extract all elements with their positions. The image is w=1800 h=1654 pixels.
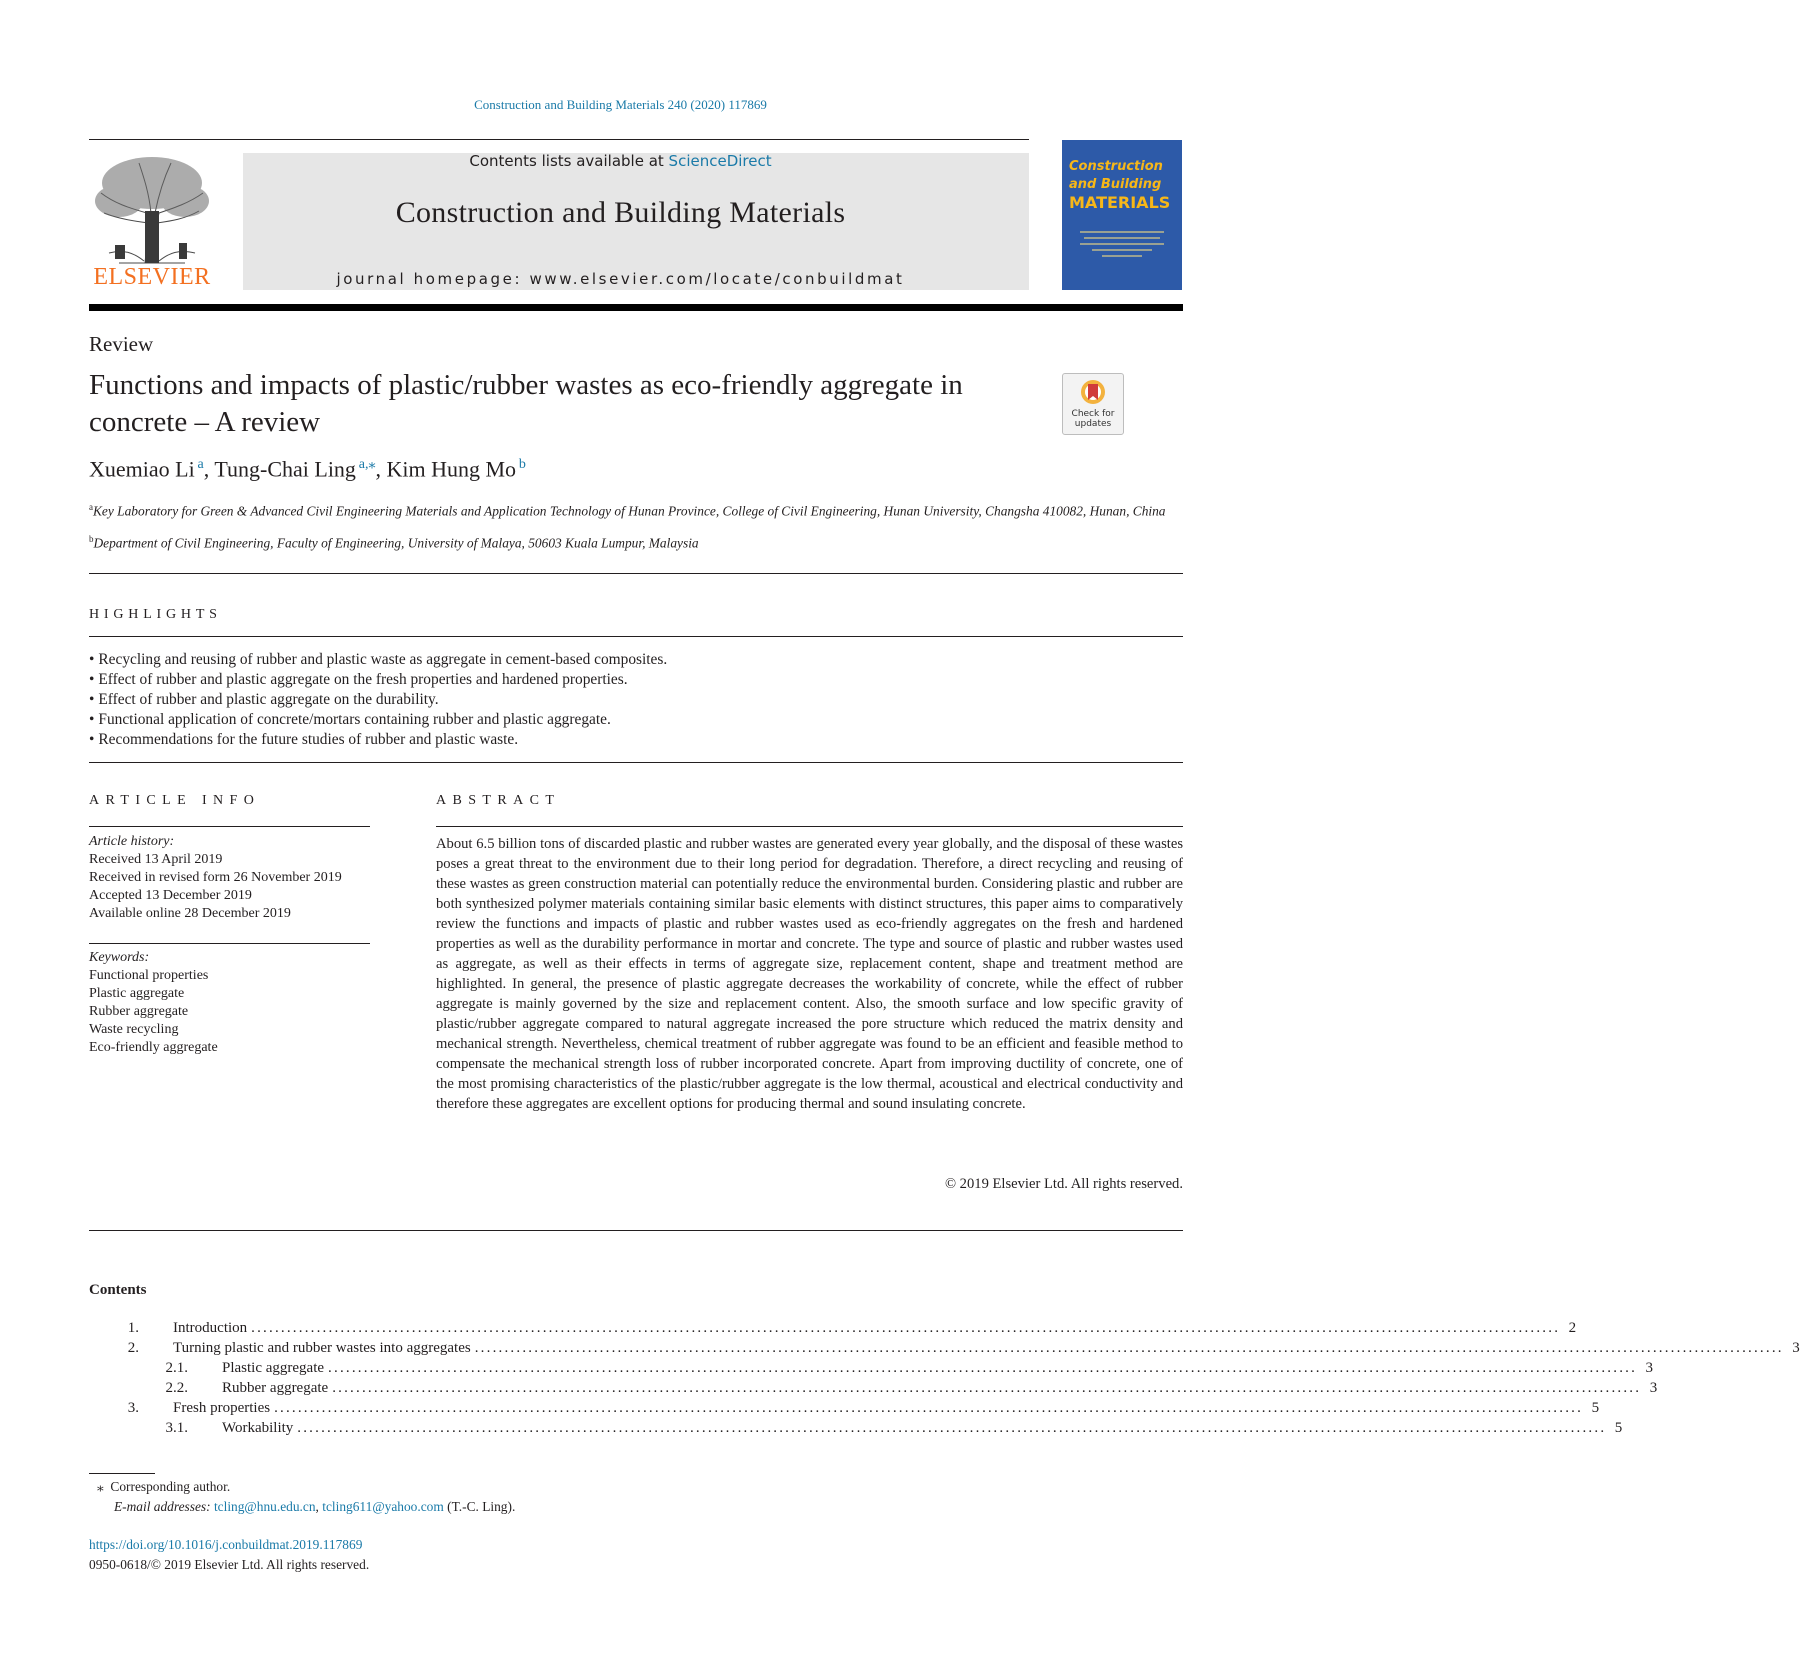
article-title: Functions and impacts of plastic/rubber wastes as eco-friendly aggregate in concrete – A review bbox=[89, 369, 963, 438]
toc-label[interactable]: Turning plastic and rubber wastes into aggregates bbox=[173, 1340, 471, 1356]
cover-line1: Construction bbox=[1069, 159, 1163, 174]
abstract-copyright: © 2019 Elsevier Ltd. All rights reserved. bbox=[944, 1176, 1183, 1192]
info-rule bbox=[89, 943, 370, 944]
toc-page-number: 3 bbox=[1792, 1340, 1800, 1356]
email-link[interactable]: tcling611@yahoo.com bbox=[322, 1499, 444, 1514]
toc-page-number: 5 bbox=[1591, 1400, 1600, 1416]
journal-homepage[interactable]: journal homepage: www.elsevier.com/locate/conbuildmat bbox=[336, 270, 905, 288]
history-item: Received in revised form 26 November 2019 bbox=[89, 870, 342, 885]
author-affil-sup[interactable]: a bbox=[197, 457, 204, 472]
toc-leader-dots: ............................................................................................................................................................................................................................ bbox=[474, 1340, 1784, 1356]
check-for-updates-button[interactable] bbox=[1062, 373, 1124, 435]
sciencedirect-link[interactable]: ScienceDirect bbox=[668, 152, 772, 170]
table-of-contents bbox=[89, 1318, 1800, 1438]
journal-title: Construction and Building Materials bbox=[395, 196, 846, 229]
list-item: • Effect of rubber and plastic aggregate on the durability. bbox=[89, 690, 667, 710]
footnote bbox=[97, 1477, 515, 1517]
affiliation-sup: a bbox=[89, 502, 93, 512]
toc-number: 3.1. bbox=[165, 1420, 188, 1436]
keywords-label: Keywords: bbox=[89, 950, 150, 965]
abstract-text: About 6.5 billion tons of discarded plastic and rubber wastes are generated every year globally, and the disposal of these wastes poses a great threat to the environment due to their long period for degradation. Therefore, a direct recycling and reusing of these wastes as green construction material can potentially reduce the environmental burden. Considering plastic and rubber are both synthesized polymer materials containing similar basic elements with distinct structures, this paper aims to comparatively review the functions and impacts of plastic and rubber wastes used as eco-friendly aggregates on the fresh and hardened properties as well as the durability performance in mortar and concrete. The type and source of plastic and rubber wastes used as aggregate, as well as their effects in terms of aggregate size, replacement content, shape and treatment method are highlighted. In general, the presence of plastic aggregate decreases the workability of concrete, while the effect of rubber aggregate is mainly governed by the size and replacement content. Also, the smooth surface and low specific gravity of plastic/rubber aggregate compared to natural aggregate increased the pore structure which reduced the matrix density and mechanical strength. Nevertheless, chemical treatment of rubber aggregate was found to be an efficient and feasible method to compensate the mechanical strength loss of rubber incorporated concrete. Apart from improving ductility of concrete, one of the most promising characteristics of the plastic/rubber aggregate is the low thermal, acoustical and electrical conductivity and therefore these aggregates are excellent options for producing thermal and sound insulating concrete. bbox=[436, 836, 1183, 1112]
toc-leader-dots: ............................................................................................................................................................................................................................ bbox=[328, 1360, 1638, 1376]
toc-entry[interactable] bbox=[89, 1398, 1600, 1418]
section-rule bbox=[89, 1230, 1183, 1231]
affiliation-text: Key Laboratory for Green & Advanced Civil Engineering Materials and Application Technology of Hunan Province, College of Civil Engineering, Hunan University, Changsha 410082, Hunan, China bbox=[93, 503, 1166, 519]
keyword: Plastic aggregate bbox=[89, 986, 185, 1001]
author-affil-sup[interactable]: a,⁎ bbox=[358, 457, 376, 472]
section-rule bbox=[89, 573, 1183, 574]
section-rule bbox=[89, 636, 1183, 637]
keyword: Rubber aggregate bbox=[89, 1004, 189, 1019]
article-type: Review bbox=[89, 332, 154, 356]
history-item: Received 13 April 2019 bbox=[89, 852, 223, 867]
list-item: • Functional application of concrete/mortars containing rubber and plastic aggregate. bbox=[89, 710, 667, 730]
list-item: • Recommendations for the future studies of rubber and plastic waste. bbox=[89, 730, 667, 750]
cover-line2: and Building bbox=[1069, 177, 1162, 192]
toc-leader-dots: ............................................................................................................................................................................................................................ bbox=[251, 1320, 1561, 1336]
toc-page-number: 2 bbox=[1568, 1320, 1577, 1336]
toc-leader-dots: ............................................................................................................................................................................................................................ bbox=[297, 1420, 1607, 1436]
toc-entry[interactable] bbox=[89, 1318, 1577, 1338]
toc-leader-dots: ............................................................................................................................................................................................................................ bbox=[332, 1380, 1642, 1396]
cover-title bbox=[1069, 158, 1170, 212]
highlights-heading: HIGHLIGHTS bbox=[89, 607, 222, 622]
footer bbox=[89, 1535, 369, 1575]
header-thick-rule bbox=[89, 304, 1183, 311]
issn-line: 0950-0618/© 2019 Elsevier Ltd. All rights reserved. bbox=[89, 1557, 370, 1572]
author-name[interactable]: Kim Hung Mo bbox=[386, 456, 517, 482]
toc-page-number: 5 bbox=[1614, 1420, 1623, 1436]
keyword: Functional properties bbox=[89, 968, 209, 983]
abstract-rule bbox=[436, 826, 1183, 827]
toc-entry[interactable] bbox=[89, 1358, 1654, 1378]
toc-page-number: 3 bbox=[1649, 1380, 1658, 1396]
email-line: E-mail addresses: tcling@hnu.edu.cn, tcling611@yahoo.com (T.-C. Ling). bbox=[114, 1499, 516, 1514]
top-rule bbox=[89, 139, 1029, 140]
affiliation-a bbox=[89, 498, 1183, 520]
keyword: Eco-friendly aggregate bbox=[89, 1040, 218, 1055]
toc-label[interactable]: Fresh properties bbox=[173, 1400, 271, 1416]
toc-page-number: 3 bbox=[1645, 1360, 1654, 1376]
article-info-heading: ARTICLE INFO bbox=[89, 793, 261, 808]
toc-entry[interactable] bbox=[89, 1378, 1658, 1398]
corresponding-author-note: ⁎ Corresponding author. bbox=[97, 1479, 231, 1494]
toc-number: 2.2. bbox=[165, 1380, 188, 1396]
highlights-list bbox=[89, 650, 667, 750]
journal-cover-image bbox=[1062, 140, 1182, 290]
author-name[interactable]: Xuemiao Li bbox=[89, 456, 195, 482]
history-label: Article history: bbox=[89, 834, 175, 849]
affiliation-b bbox=[89, 534, 699, 551]
keyword: Waste recycling bbox=[89, 1022, 179, 1037]
toc-number: 3. bbox=[127, 1400, 139, 1416]
info-rule bbox=[89, 826, 370, 827]
toc-label[interactable]: Rubber aggregate bbox=[222, 1380, 329, 1396]
history-item: Available online 28 December 2019 bbox=[89, 906, 291, 921]
article-history bbox=[89, 833, 342, 923]
cover-subtext-lines bbox=[1072, 228, 1172, 278]
toc-label[interactable]: Workability bbox=[222, 1420, 294, 1436]
toc-entry[interactable] bbox=[89, 1418, 1623, 1438]
toc-number: 1. bbox=[127, 1320, 139, 1336]
history-item: Accepted 13 December 2019 bbox=[89, 888, 252, 903]
toc-label[interactable]: Introduction bbox=[173, 1320, 248, 1336]
doi-link[interactable]: https://doi.org/10.1016/j.conbuildmat.2019.117869 bbox=[89, 1537, 363, 1552]
toc-number: 2. bbox=[127, 1340, 139, 1356]
email-link[interactable]: tcling@hnu.edu.cn bbox=[213, 1499, 316, 1514]
cover-line3: MATERIALS bbox=[1069, 193, 1171, 212]
list-item: • Recycling and reusing of rubber and plastic waste as aggregate in cement-based composites. bbox=[89, 650, 667, 670]
elsevier-wordmark: ELSEVIER bbox=[93, 264, 211, 290]
keywords bbox=[89, 949, 218, 1057]
author-name[interactable]: Tung-Chai Ling bbox=[214, 456, 356, 482]
contents-available-line bbox=[0, 152, 1241, 170]
footnote-mark: ⁎ bbox=[97, 1479, 104, 1494]
list-item: • Effect of rubber and plastic aggregate on the fresh properties and hardened properties. bbox=[89, 670, 667, 690]
toc-label[interactable]: Plastic aggregate bbox=[222, 1360, 325, 1376]
crossmark-label-2: updates bbox=[1074, 419, 1112, 429]
affiliation-text: Department of Civil Engineering, Faculty of Engineering, University of Malaya, 50603 Kuala Lumpur, Malaysia bbox=[93, 535, 699, 551]
toc-leader-dots: ............................................................................................................................................................................................................................ bbox=[274, 1400, 1584, 1416]
footnote-rule bbox=[89, 1473, 155, 1474]
affiliation-sup: b bbox=[89, 534, 94, 544]
section-rule bbox=[89, 762, 1183, 763]
toc-number: 2.1. bbox=[165, 1360, 188, 1376]
journal-citation-link[interactable]: Construction and Building Materials 240 (2020) 117869 bbox=[474, 97, 767, 112]
contents-heading: Contents bbox=[89, 1282, 147, 1298]
crossmark-label-1: Check for bbox=[1071, 409, 1115, 419]
author-list: Xuemiao Li $^a$, Tung-Chai Ling $^{a,⁎}$, Kim Hung Mo $^b$ bbox=[89, 456, 526, 482]
crossmark-icon bbox=[1079, 378, 1107, 408]
abstract-heading: ABSTRACT bbox=[436, 793, 561, 808]
toc-entry[interactable] bbox=[89, 1338, 1800, 1358]
contents-prefix: Contents lists available at bbox=[469, 152, 669, 170]
email-label: E-mail addresses: bbox=[114, 1499, 211, 1514]
author-affil-sup[interactable]: b bbox=[518, 457, 526, 472]
